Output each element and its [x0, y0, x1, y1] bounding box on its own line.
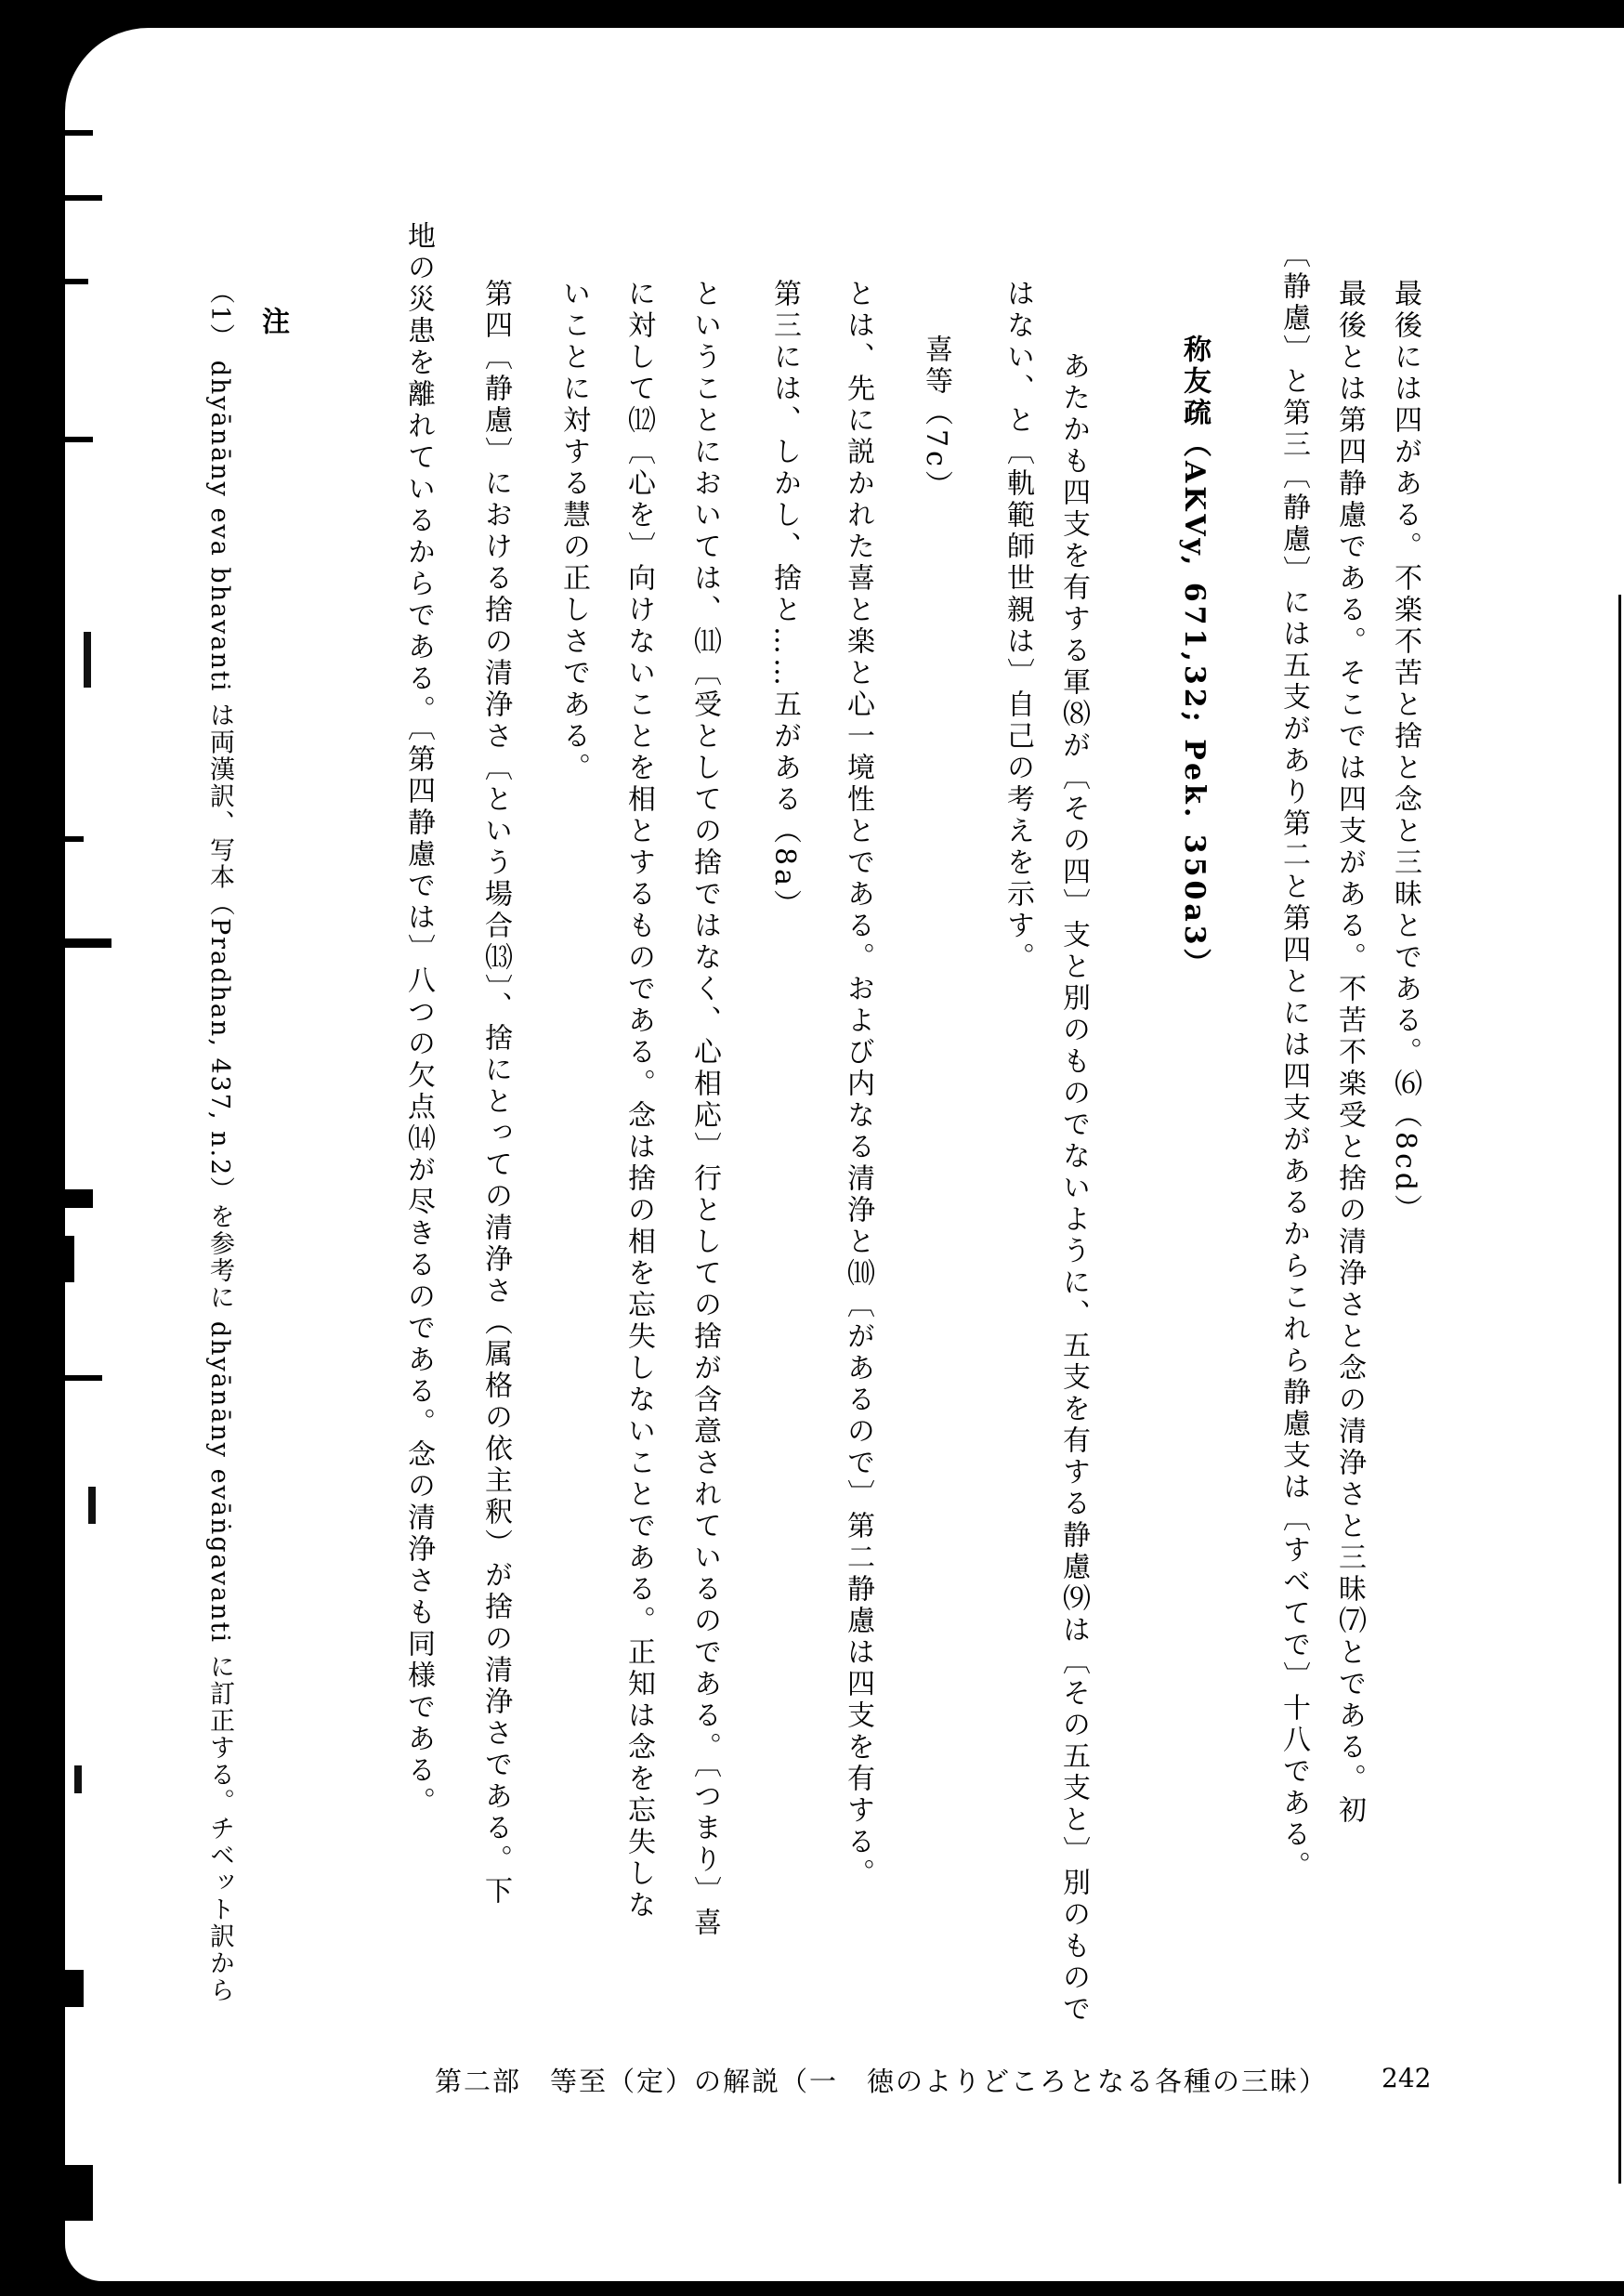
text-column-4: 称友疏（AKVy, 671,32; Pek. 350a3）: [1178, 335, 1211, 980]
text-column-2: 最後とは第四静慮である。そこでは四支がある。不苦不楽受と捨の清浄さと念の清浄さと三昧⑺とである。初: [1333, 279, 1366, 1827]
binding-edge-shadow: [0, 0, 121, 2296]
text-column-3: 〔静慮〕と第三〔静慮〕には五支があり第二と第四とには四支があるからこれら静慮支は〔すべてで〕十八である。: [1277, 240, 1310, 1883]
text-column-13: 第四〔静慮〕における捨の清浄さ〔という場合⒀〕、捨にとっての清浄さ（属格の依主釈）が捨の清浄さである。下: [479, 279, 512, 1908]
notes-heading: 注: [256, 307, 289, 338]
page-number: 242: [1382, 2063, 1432, 2093]
page-edge-rule: [1618, 595, 1621, 2184]
text-column-14: 地の災患を離れているからである。〔第四静慮では〕八つの欠点⒁が尽きるのである。念の清浄さも同様である。: [402, 221, 435, 1818]
text-column-10: ということにおいては、⑾〔受としての捨ではなく、心相応〕行としての捨が含意されているのである。〔つまり〕喜: [688, 279, 721, 1939]
text-column-6: はない、と〔軌範師世親は〕自己の考えを示す。: [1002, 279, 1034, 974]
text-column-1: 最後には四がある。不楽不苦と捨と念と三昧とである。⑹（8cd）: [1389, 279, 1421, 1227]
note-1: （1） dhyānāny eva bhavanti は両漢訳、写本（Pradhan, 437, n.2）を参考に dhyānāny evāṅgavanti に訂正する。チベット訳から: [205, 279, 234, 2004]
text-column-9: 第三には、しかし、捨と……五がある（8a）: [768, 279, 801, 921]
text-column-5: あたかも四支を有する軍⑻が〔その四〕支と別のものでないように、五支を有する静慮⑼は〔その五支と〕別のもので: [1057, 351, 1090, 2026]
running-footer: 第二部 等至（定）の解説（一 徳のよりどころとなる各種の三昧）: [435, 2066, 1329, 2097]
top-scan-mark: [799, 0, 844, 5]
text-column-8: とは、先に説かれた喜と楽と心一境性とである。および内なる清浄と⑽〔があるので〕第二静慮は四支を有する。: [842, 279, 874, 1890]
text-column-11: に対して⑿〔心を〕向けないことを相とするものである。念は捨の相を忘失しないことである。正知は念を忘失しな: [622, 279, 655, 1922]
text-column-12: いことに対する慧の正しさである。: [557, 279, 590, 784]
text-column-7: 喜等（7c）: [920, 335, 952, 502]
